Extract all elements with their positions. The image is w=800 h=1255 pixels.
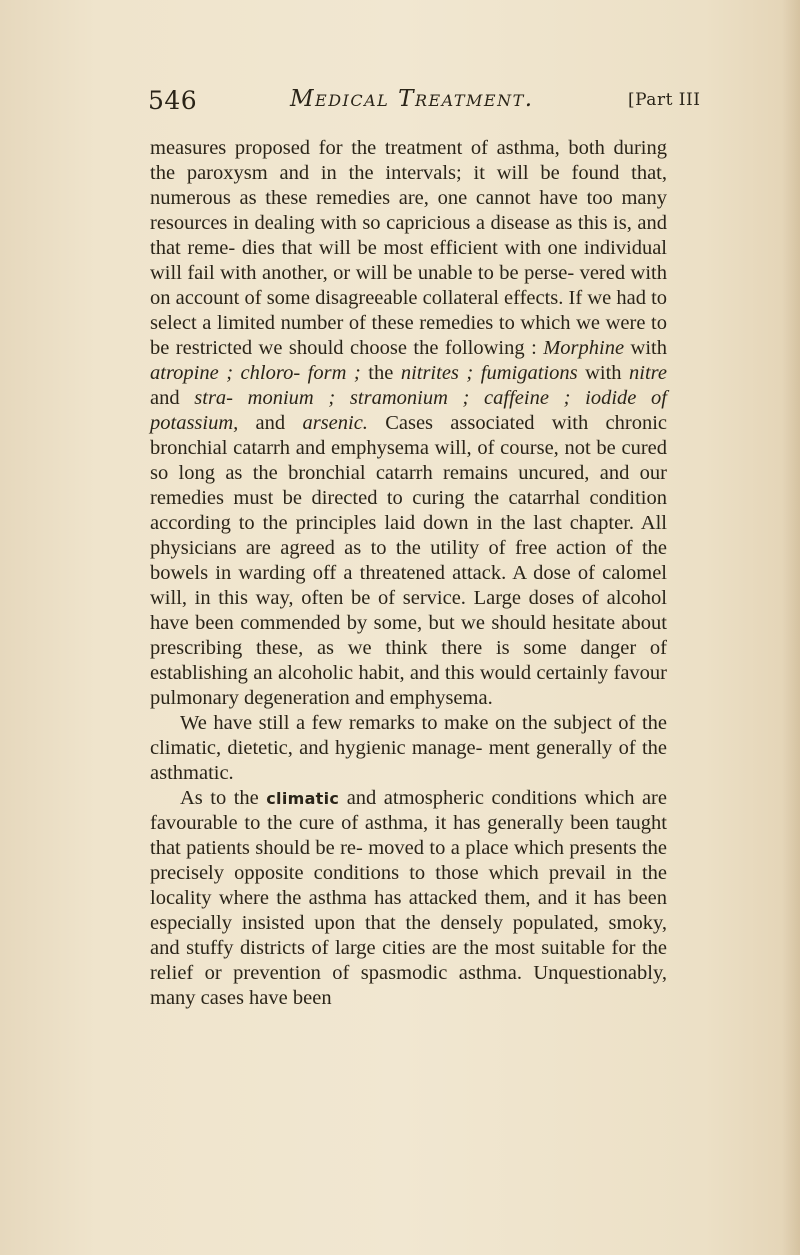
- running-header: [0, 80, 800, 120]
- text-run: Cases associated with chronic bronchial catarrh and emphysema will, of course, not be cured so long as the bronchial catarrh remains uncured, and our remedies must be directed to curing the catarrhal condition according to the principles laid down in the last chapter. All physicians are agreed as to the utility of free action of the bowels in warding off a threatened attack. A dose of calomel will, in this way, often be of service. Large doses of alcohol have been commended by some, but we should hesitate about prescribing these, as we think there is some danger of establishing an alcoholic habit, and this would certainly favour pulmonary degeneration and emphysema.: [150, 412, 667, 709]
- italic-text: arsenic.: [302, 412, 368, 434]
- text-run: As to the: [180, 787, 267, 809]
- text-run: the: [360, 362, 401, 384]
- italic-text: stra- monium ; stramonium ; caffeine ; iodide of potassium,: [150, 387, 667, 434]
- paragraph: [150, 136, 667, 711]
- italic-text: nitrites ; fumigations: [400, 362, 578, 384]
- italic-text: atropine ; chloro- form ;: [150, 362, 361, 384]
- text-run: and atmospheric conditions which are favourable to the cure of asthma, it has generally been taught that patients should be re- moved to a place which presents the precisely opposite conditions to those which prevail in the locality where the asthma has attacked them, and it has been especially insisted upon that the densely populated, smoky, and stuffy districts of large cities are the most suitable for the relief or prevention of spasmodic asthma. Unquestionably, many cases have been: [150, 787, 667, 1009]
- part-label: [Part III: [628, 90, 701, 110]
- paragraph: [150, 786, 667, 1011]
- italic-text: Morphine: [543, 337, 625, 359]
- italic-text: nitre: [629, 362, 667, 384]
- text-run: and: [238, 412, 303, 434]
- text-run: with: [624, 337, 667, 359]
- running-title: Medical Treatment.: [290, 86, 534, 112]
- page-edge-shadow: [782, 0, 800, 1255]
- bold-term: climatic: [266, 789, 340, 808]
- paragraph: [150, 711, 667, 786]
- body-text: [150, 136, 667, 1011]
- text-run: with: [577, 362, 630, 384]
- text-run: and: [150, 387, 195, 409]
- text-run: We have still a few remarks to make on the subject of the climatic, dietetic, and hygienic manage- ment generally of the asthmatic.: [150, 712, 667, 784]
- page-number: 546: [148, 86, 198, 115]
- text-run: measures proposed for the treatment of asthma, both during the paroxysm and in the intervals; it will be found that, numerous as these remedies are, one cannot have too many resources in dealing with so capricious a disease as this is, and that reme- dies that will be most efficient with one individual will fail with another, or will be unable to be perse- vered with on account of some disagreeable collateral effects. If we had to select a limited number of these remedies to which we were to be restricted we should choose the following :: [150, 137, 668, 359]
